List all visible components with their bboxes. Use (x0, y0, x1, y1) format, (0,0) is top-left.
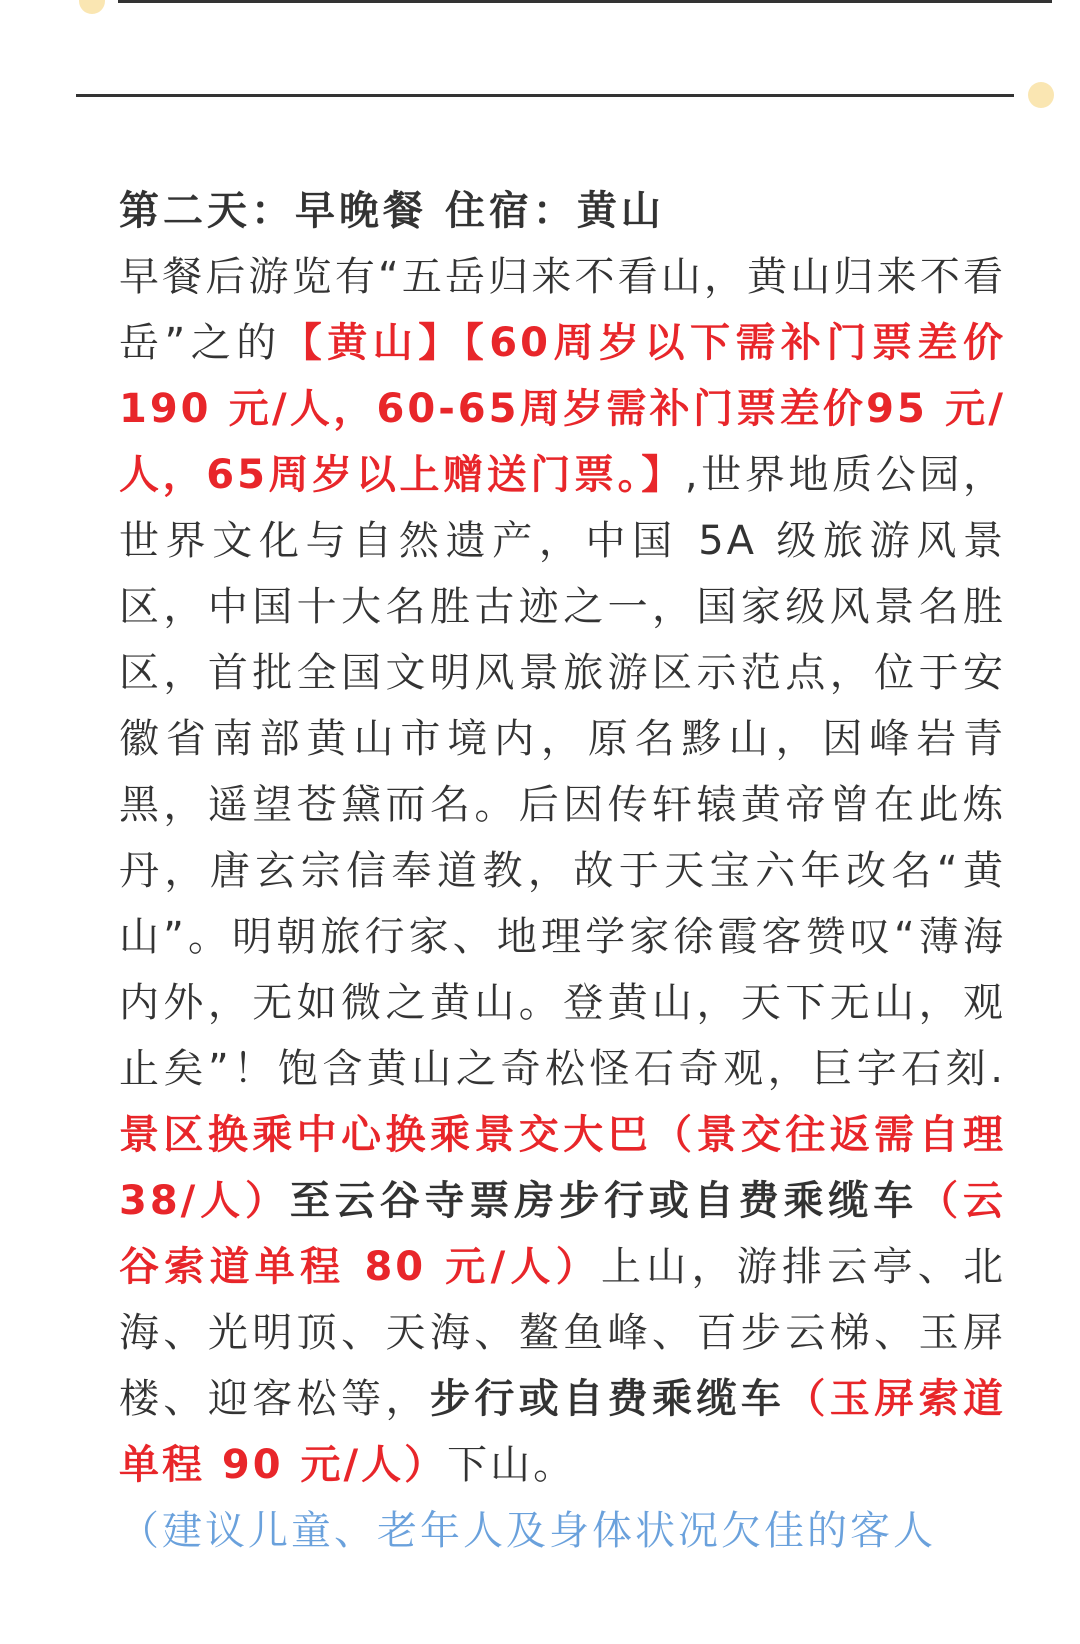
day-heading: 第二天：早晚餐 住宿：黄山 (119, 188, 665, 234)
decorative-dot-top (79, 0, 105, 14)
cable-car-down-text: 步行或自费乘缆车 (429, 1376, 786, 1422)
advice-note: （建议儿童、老年人及身体状况欠佳的客人 (119, 1508, 936, 1554)
itinerary-day-two (119, 178, 1006, 1564)
cable-car-up-text: 至云谷寺票房步行或自费乘缆车 (289, 1178, 919, 1224)
intro-text: 早餐后游览有“五岳归来不看山，黄山归来不看岳”之的 (119, 254, 1006, 366)
descend-text: 下山。 (447, 1442, 577, 1488)
huangshan-description: ,世界地质公园，世界文化与自然遗产，中国 5A 级旅游风景区，中国十大名胜古迹之一，国家级风景名胜区，首批全国文明风景旅游区示范点，位于安徽省南部黄山市境内，原名黟山，因峰岩青黑，遥望苍黛而名。后因传轩辕黄帝曾在此炼丹，唐玄宗信奉道教，故于天宝六年改名“黄山”。明朝旅行家、地理学家徐霞客赞叹“薄海内外，无如微之黄山。登黄山，天下无山，观止矣”！饱含黄山之奇松怪石奇观，巨字石刻. (119, 452, 1007, 1092)
ticket-price-notice: 【黄山】【60周岁以下需补门票差价 190 元/人，60-65周岁需补门票差价95 元/人，65周岁以上赠送门票。】 (119, 320, 1006, 498)
scenic-spots-text: 上山，游排云亭、北海、光明顶、天海、鳌鱼峰、百步云梯、玉屏楼、迎客松等， (119, 1244, 1007, 1422)
yuping-cableway-price: （玉屏索道单程 90 元/人） (119, 1376, 1007, 1488)
section-divider-line (76, 94, 1014, 97)
yungu-cableway-price: （云谷索道单程 80 元/人） (119, 1178, 1007, 1290)
shuttle-bus-notice: 景区换乘中心换乘景交大巴（景交往返需自理38/人） (119, 1112, 1006, 1224)
day-description (119, 244, 1006, 1498)
top-divider-line (118, 0, 1052, 3)
decorative-dot-right (1028, 82, 1054, 108)
